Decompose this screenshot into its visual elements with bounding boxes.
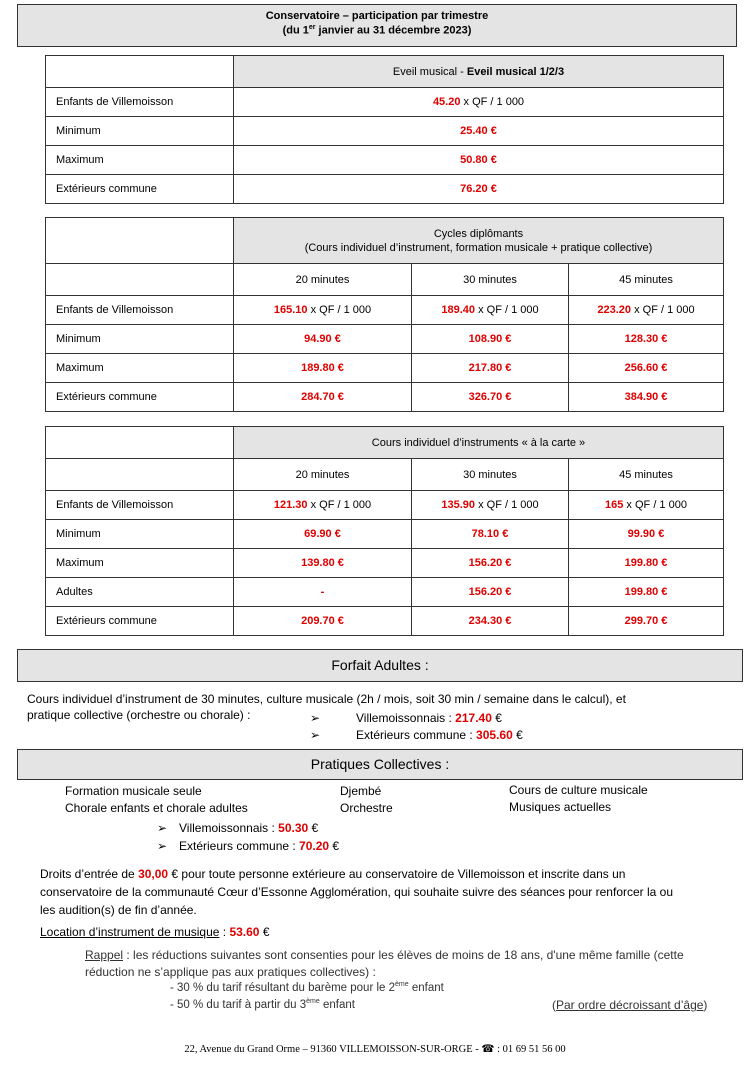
table-row [46, 117, 724, 146]
page-title: Conservatoire – participation par trimestre [265, 10, 489, 22]
value-cell: 45.20 x QF / 1 000 [234, 88, 724, 117]
list-item: Chorale enfants et chorale adultes [65, 801, 248, 815]
value-cell: 69.90 € [234, 520, 412, 549]
value-cell: 50.80 € [234, 146, 724, 175]
value-cell: 199.80 € [569, 549, 724, 578]
value-cell: 139.80 € [234, 549, 412, 578]
list-item: Cours de culture musicale [509, 783, 648, 797]
table-row [46, 56, 724, 88]
row-label: Maximum [46, 354, 234, 383]
value-cell: 94.90 € [234, 325, 412, 354]
list-item: Djembé [340, 784, 382, 798]
table-row [46, 549, 724, 578]
duration-header: 20 minutes [234, 459, 412, 491]
forfait-exterieurs: ➢ Extérieurs commune : 305.60 € [310, 728, 523, 742]
value-cell: 165 x QF / 1 000 [569, 491, 724, 520]
value-cell: 156.20 € [412, 549, 569, 578]
droits-line-3: les audition(s) de fin d’année. [40, 903, 197, 917]
pratiques-col-3 [509, 782, 648, 816]
pratiques-exterieurs: ➢ Extérieurs commune : 70.20 € [157, 839, 340, 853]
table-row [46, 520, 724, 549]
value-cell: 165.10 x QF / 1 000 [234, 296, 412, 325]
arrow-icon: ➢ [157, 821, 168, 835]
forfait-desc-2: pratique collective (orchestre ou chorale) : [27, 708, 251, 722]
phone-icon: ☎ [481, 1044, 495, 1055]
row-label: Enfants de Villemoisson [46, 296, 234, 325]
pratiques-col-1 [65, 783, 248, 817]
value-cell: 284.70 € [234, 383, 412, 412]
page-title-box [17, 4, 737, 47]
value-cell: 299.70 € [569, 607, 724, 636]
value-cell: 189.80 € [234, 354, 412, 383]
blank-cell [46, 218, 234, 264]
duration-header: 45 minutes [569, 264, 724, 296]
blank-cell [46, 264, 234, 296]
value-cell: 223.20 x QF / 1 000 [569, 296, 724, 325]
droits-line-2: conservatoire de la communauté Cœur d’Essonne Agglomération, qui souhaite suivre des séances pour renforcer la ou [40, 885, 674, 899]
list-item: Orchestre [340, 801, 393, 815]
table-row [46, 607, 724, 636]
table-row [46, 264, 724, 296]
value-cell: 76.20 € [234, 175, 724, 204]
value-cell: 234.30 € [412, 607, 569, 636]
list-item: Formation musicale seule [65, 784, 202, 798]
cycles-table [45, 217, 724, 412]
row-label: Minimum [46, 520, 234, 549]
blank-cell [46, 459, 234, 491]
blank-cell [46, 56, 234, 88]
value-cell: 256.60 € [569, 354, 724, 383]
rappel-item-2: - 50 % du tarif à partir du 3ème enfant [170, 998, 355, 1011]
value-cell: 209.70 € [234, 607, 412, 636]
duration-header: 30 minutes [412, 459, 569, 491]
forfait-title: Forfait Adultes : [331, 657, 429, 673]
blank-cell [46, 427, 234, 459]
pratiques-villemoisson: ➢ Villemoissonnais : 50.30 € [157, 821, 319, 835]
table-row [46, 146, 724, 175]
row-label: Maximum [46, 146, 234, 175]
rappel-item-1: - 30 % du tarif résultant du barème pour le 2ème enfant [170, 981, 444, 994]
value-cell: 128.30 € [569, 325, 724, 354]
page-subtitle: (du 1er janvier au 31 décembre 2023) [282, 24, 472, 37]
row-label: Maximum [46, 549, 234, 578]
duration-header: 30 minutes [412, 264, 569, 296]
table-row [46, 88, 724, 117]
value-cell: 135.90 x QF / 1 000 [412, 491, 569, 520]
table-row [46, 175, 724, 204]
duration-header: 45 minutes [569, 459, 724, 491]
table-row [46, 459, 724, 491]
list-item: Musiques actuelles [509, 800, 612, 814]
value-cell: 217.80 € [412, 354, 569, 383]
table-row [46, 491, 724, 520]
row-label: Minimum [46, 117, 234, 146]
row-label: Enfants de Villemoisson [46, 88, 234, 117]
value-cell: 199.80 € [569, 578, 724, 607]
carte-table [45, 426, 724, 636]
row-label: Extérieurs commune [46, 383, 234, 412]
rappel-note: (Par ordre décroissant d’âge) [552, 998, 708, 1012]
table-row [46, 218, 724, 264]
duration-header: 20 minutes [234, 264, 412, 296]
forfait-title-box [17, 649, 743, 682]
location-line: Location d’instrument de musique : 53.60 € [40, 925, 270, 939]
value-cell: 99.90 € [569, 520, 724, 549]
arrow-icon: ➢ [157, 839, 168, 853]
rappel-line-1: Rappel : les réductions suivantes sont consenties pour les élèves de moins de 18 ans, d'une même famille (cette [85, 948, 684, 962]
cycles-header: Cycles diplômants (Cours individuel d’instrument, formation musicale + pratique collective) [234, 218, 724, 264]
value-cell: 326.70 € [412, 383, 569, 412]
forfait-desc-1: Cours individuel d’instrument de 30 minutes, culture musicale (2h / mois, soit 30 min / semaine dans le calcul), et [27, 692, 626, 706]
carte-header: Cours individuel d’instruments « à la carte » [234, 427, 724, 459]
value-cell: 121.30 x QF / 1 000 [234, 491, 412, 520]
droits-line-1: Droits d’entrée de 30,00 € pour toute personne extérieure au conservatoire de Villemoisson et inscrite dans un [40, 867, 626, 881]
row-label: Enfants de Villemoisson [46, 491, 234, 520]
arrow-icon: ➢ [310, 711, 321, 725]
table-row [46, 325, 724, 354]
value-cell: - [234, 578, 412, 607]
table-row [46, 354, 724, 383]
value-cell: 384.90 € [569, 383, 724, 412]
rappel-line-2: réduction ne s’applique pas aux pratiques collectives) : [85, 965, 376, 979]
arrow-icon: ➢ [310, 728, 321, 742]
footer-address: 22, Avenue du Grand Orme – 91360 VILLEMOISSON-SUR-ORGE - ☎ : 01 69 51 56 00 [184, 1044, 566, 1055]
value-cell: 108.90 € [412, 325, 569, 354]
pratiques-title-box [17, 749, 743, 780]
table-row [46, 383, 724, 412]
value-cell: 25.40 € [234, 117, 724, 146]
row-label: Adultes [46, 578, 234, 607]
row-label: Extérieurs commune [46, 175, 234, 204]
row-label: Minimum [46, 325, 234, 354]
value-cell: 189.40 x QF / 1 000 [412, 296, 569, 325]
table-row [46, 427, 724, 459]
pratiques-title: Pratiques Collectives : [310, 756, 450, 772]
eveil-header: Eveil musical - Eveil musical 1/2/3 [234, 56, 724, 88]
value-cell: 78.10 € [412, 520, 569, 549]
forfait-villemoisson: ➢ Villemoissonnais : 217.40 € [310, 711, 502, 725]
table-row [46, 296, 724, 325]
table-row [46, 578, 724, 607]
pratiques-col-2 [340, 783, 393, 817]
eveil-table [45, 55, 724, 204]
value-cell: 156.20 € [412, 578, 569, 607]
row-label: Extérieurs commune [46, 607, 234, 636]
